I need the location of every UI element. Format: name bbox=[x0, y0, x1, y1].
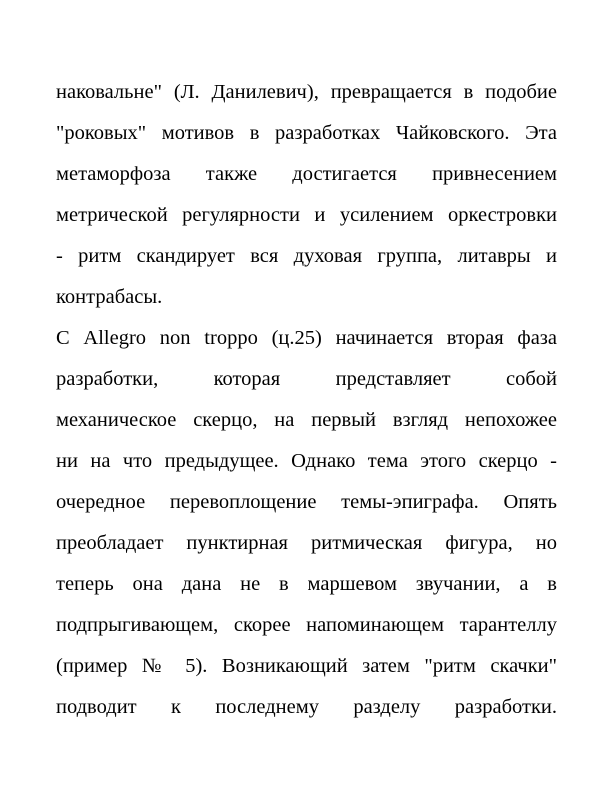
text-line: подпрыгивающем, скорее напоминающем тарантеллу bbox=[56, 614, 557, 636]
text-line: наковальне" (Л. Данилевич), превращается в подобие bbox=[56, 81, 557, 103]
text-line: очередное перевоплощение темы-эпиграфа. Опять bbox=[56, 491, 557, 513]
text-line: "роковых" мотивов в разработках Чайковского. Эта bbox=[56, 122, 557, 144]
text-line: метрической регулярности и усилением оркестровки bbox=[56, 204, 557, 226]
text-line: разработки, которая представляет собой bbox=[56, 368, 557, 390]
text-line: С Allegro non troppo (ц.25) начинается вторая фаза bbox=[56, 327, 557, 349]
text-line: ни на что предыдущее. Однако тема этого скерцо - bbox=[56, 450, 557, 472]
body-text bbox=[56, 72, 557, 728]
text-line: контрабасы. bbox=[56, 286, 163, 308]
text-line: метаморфоза также достигается привнесением bbox=[56, 163, 557, 185]
text-line: преобладает пунктирная ритмическая фигура, но bbox=[56, 532, 557, 554]
text-line: механическое скерцо, на первый взгляд непохожее bbox=[56, 409, 557, 431]
text-line: (пример № 5). Возникающий затем "ритм скачки" bbox=[56, 655, 557, 677]
text-line: теперь она дана не в маршевом звучании, а в bbox=[56, 573, 557, 595]
text-line: подводит к последнему разделу разработки. bbox=[56, 696, 557, 718]
text-line: - ритм скандирует вся духовая группа, литавры и bbox=[56, 245, 557, 267]
